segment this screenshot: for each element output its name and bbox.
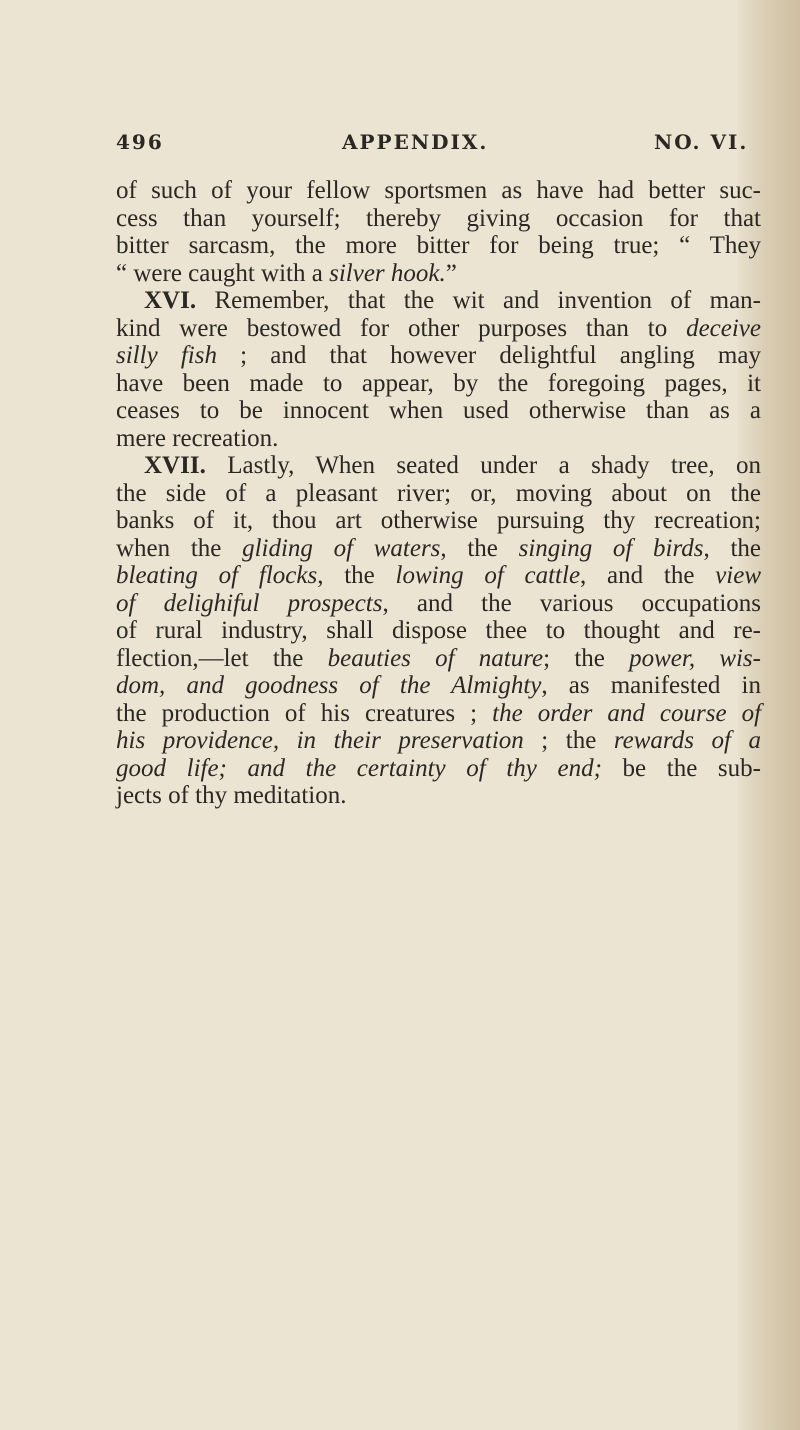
text-line [116,562,761,590]
text-span: Lastly, When seated under a shady tree, on [205,452,761,479]
text-span: ; the [543,644,630,672]
italic-phrase: lowing of cattle [395,562,581,589]
running-head [116,130,766,166]
text-line: of such of your fellow sportsmen as have had better suc- [116,177,761,204]
text-line [116,452,761,480]
italic-phrase: view [715,562,762,589]
text-span: , as manifested in [541,672,762,699]
section-title: APPENDIX. [342,130,489,154]
text-line: of rural industry, shall dispose thee to thought and re- [116,617,761,644]
text-span: kind were bestowed for other purposes than to [116,314,687,342]
text-span: , the [440,534,519,562]
italic-phrase: silver hook. [329,259,446,287]
italic-phrase: power, wis- [629,644,761,672]
text-span: flection,—let the [116,644,328,672]
text-span: , and the various occupations [382,589,761,617]
body-text [116,177,761,810]
text-line: mere recreation. [116,424,279,452]
italic-phrase: good life; and the certainty of thy end; [116,754,602,782]
text-span: , and the [580,562,716,589]
text-line [116,315,761,343]
italic-phrase: of delighiful prospects [116,589,383,617]
text-span: , the [703,534,761,562]
text-span: ; and that however delightful angling may [216,342,761,369]
text-line [116,672,761,700]
italic-phrase: his providence, in their preservation [116,727,524,754]
text-span: ” [445,259,457,287]
italic-phrase: gliding of waters [242,534,441,562]
text-line [116,645,761,673]
text-span: when the [116,534,243,562]
italic-phrase: dom, and goodness of the Almighty [116,672,542,699]
text-line [116,727,761,755]
text-line [116,590,761,618]
text-span: Remember, that the wit and invention of man- [196,287,761,314]
text-line [116,287,761,315]
italic-phrase: deceive [686,314,761,342]
text-line: ceases to be innocent when used otherwise than as a [116,397,761,424]
italic-phrase: rewards of a [613,727,761,754]
page-number: 496 [116,130,164,154]
text-span: “ were caught with a [116,259,330,287]
italic-phrase: beauties of nature [327,644,544,672]
section-number: NO. VI. [654,130,749,154]
text-line [116,755,761,783]
text-line: the side of a pleasant river; or, moving about on the [116,479,761,507]
text-line: cess than yourself; thereby giving occasion for that [116,204,761,232]
italic-phrase: singing of birds [518,534,704,562]
text-line [116,342,761,370]
text-line [116,260,761,288]
text-span: be the sub- [601,754,761,782]
italic-phrase: the order and course of [492,699,762,727]
rule-number: XVI. [144,287,197,314]
text-span: the production of his creatures ; [116,699,493,727]
text-line [116,535,761,563]
text-line: bitter sarcasm, the more bitter for being true; “ They [116,232,761,259]
italic-phrase: bleating of flocks [116,562,318,589]
text-line [116,700,761,728]
text-span: ; the [523,727,614,754]
text-line: have been made to appear, by the foregoing pages, it [116,369,761,397]
text-span: , the [317,562,396,589]
rule-number: XVII. [144,452,206,479]
text-line: jects of thy meditation. [116,782,347,809]
italic-phrase: silly fish [116,342,217,369]
text-line: banks of it, thou art otherwise pursuing thy recreation; [116,507,761,534]
